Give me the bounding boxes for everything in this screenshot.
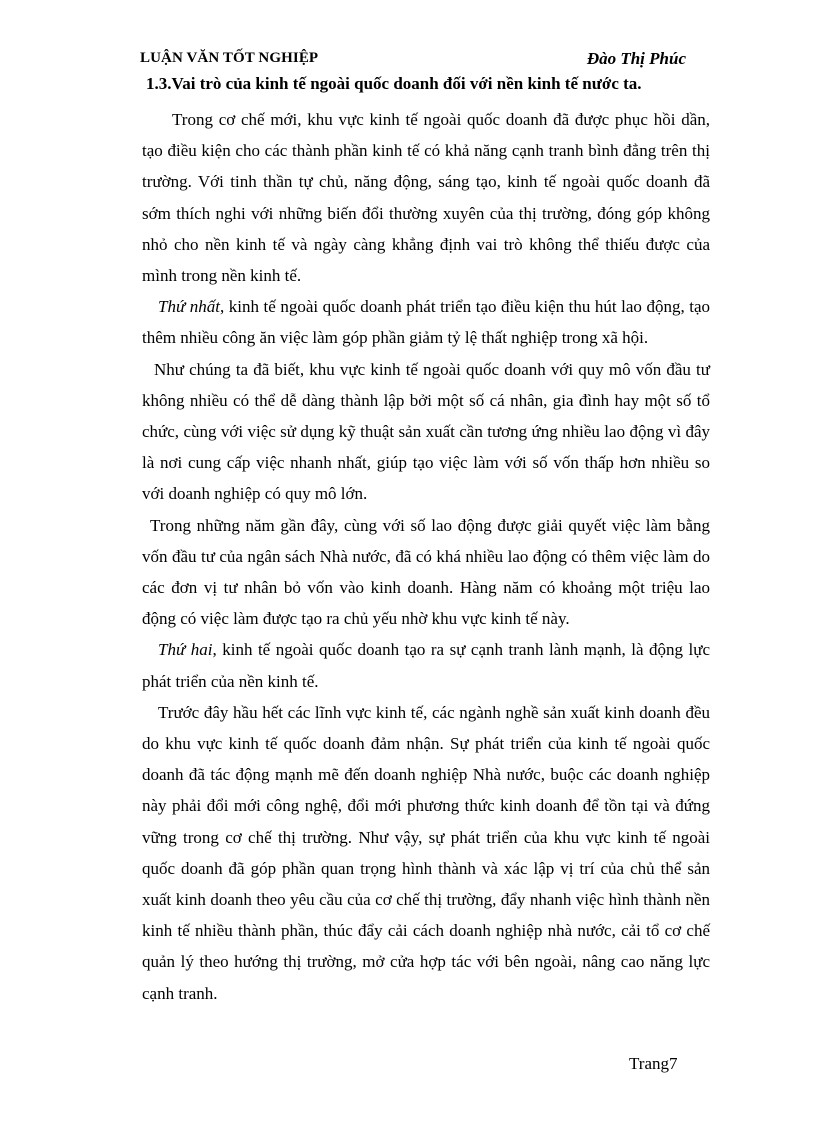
paragraph-3: Như chúng ta đã biết, khu vực kinh tế ngoài quốc doanh với quy mô vốn đầu tư không nhiều có thể dễ dàng thành lập bởi một số cá nhân, gia đình hay một số tổ chức, cùng với việc sử dụng kỹ thuật sản xuất cần tương ứng nhiều lao động vì đây là nơi cung cấp việc nhanh nhất, giúp tạo việc làm với số vốn thấp hơn nhiều so với doanh nghiệp có quy mô lớn. — [142, 359, 710, 504]
paragraph-5 — [142, 634, 710, 696]
paragraph-2-text: , kinh tế ngoài quốc doanh phát triển tạo điều kiện thu hút lao động, tạo thêm nhiều công ăn việc làm góp phần giảm tỷ lệ thất nghiệp trong xã hội. — [142, 297, 710, 348]
paragraph-1: Trong cơ chế mới, khu vực kinh tế ngoài quốc doanh đã được phục hồi dần, tạo điều kiện cho các thành phần kinh tế có khả năng cạnh tranh bình đẳng trên thị trường. Với tinh thần tự chủ, năng động, sáng tạo, kinh tế ngoài quốc doanh đã sớm thích nghi với những biến đổi thường xuyên của thị trường, đóng góp không nhỏ cho nền kinh tế và ngày càng khẳng định vai trò không thể thiếu được của mình trong nền kinh tế. — [142, 110, 710, 286]
thesis-label: LUẬN VĂN TỐT NGHIỆP — [140, 50, 319, 66]
page-header — [140, 50, 686, 70]
paragraph-4: Trong những năm gần đây, cùng với số lao động được giải quyết việc làm bằng vốn đầu tư của ngân sách Nhà nước, đã có khá nhiều lao động có thêm việc làm do các đơn vị tư nhân bỏ vốn vào kinh doanh. Hàng năm có khoảng một triệu lao động có việc làm được tạo ra chủ yếu nhờ khu vực kinh tế này. — [142, 515, 710, 629]
page-number: Trang7 — [629, 1054, 678, 1073]
paragraph-5-lead: Thứ hai — [158, 640, 213, 660]
author-name: Đào Thị Phúc — [586, 49, 686, 68]
body-text — [142, 104, 710, 1009]
section-title: 1.3.Vai trò của kinh tế ngoài quốc doanh đối với nền kinh tế nước ta. — [146, 74, 642, 93]
paragraph-6: Trước đây hầu hết các lĩnh vực kinh tế, các ngành nghề sản xuất kinh doanh đều do khu vực kinh tế quốc doanh đảm nhận. Sự phát triển của kinh tế ngoài quốc doanh đã tác động mạnh mẽ đến doanh nghiệp Nhà nước, buộc các doanh nghiệp này phải đổi mới công nghệ, đổi mới phương thức kinh doanh để tồn tại và đứng vững trong cơ chế thị trường. Như vậy, sự phát triển của khu vực kinh tế ngoài quốc doanh đã góp phần quan trọng hình thành và xác lập vị trí của chủ thể sản xuất kinh doanh theo yêu cầu của cơ chế thị trường, đẩy nhanh việc hình thành nền kinh tế nhiều thành phần, thúc đẩy cải cách doanh nghiệp nhà nước, cải tổ cơ chế quản lý theo hướng thị trường, mở cửa hợp tác với bên ngoài, nâng cao năng lực cạnh tranh. — [142, 702, 710, 1003]
paragraph-2-lead: Thứ nhất — [158, 297, 220, 317]
paragraph-2 — [142, 291, 710, 353]
paragraph-5-text: , kinh tế ngoài quốc doanh tạo ra sự cạnh tranh lành mạnh, là động lực phát triển của nền kinh tế. — [142, 640, 711, 691]
